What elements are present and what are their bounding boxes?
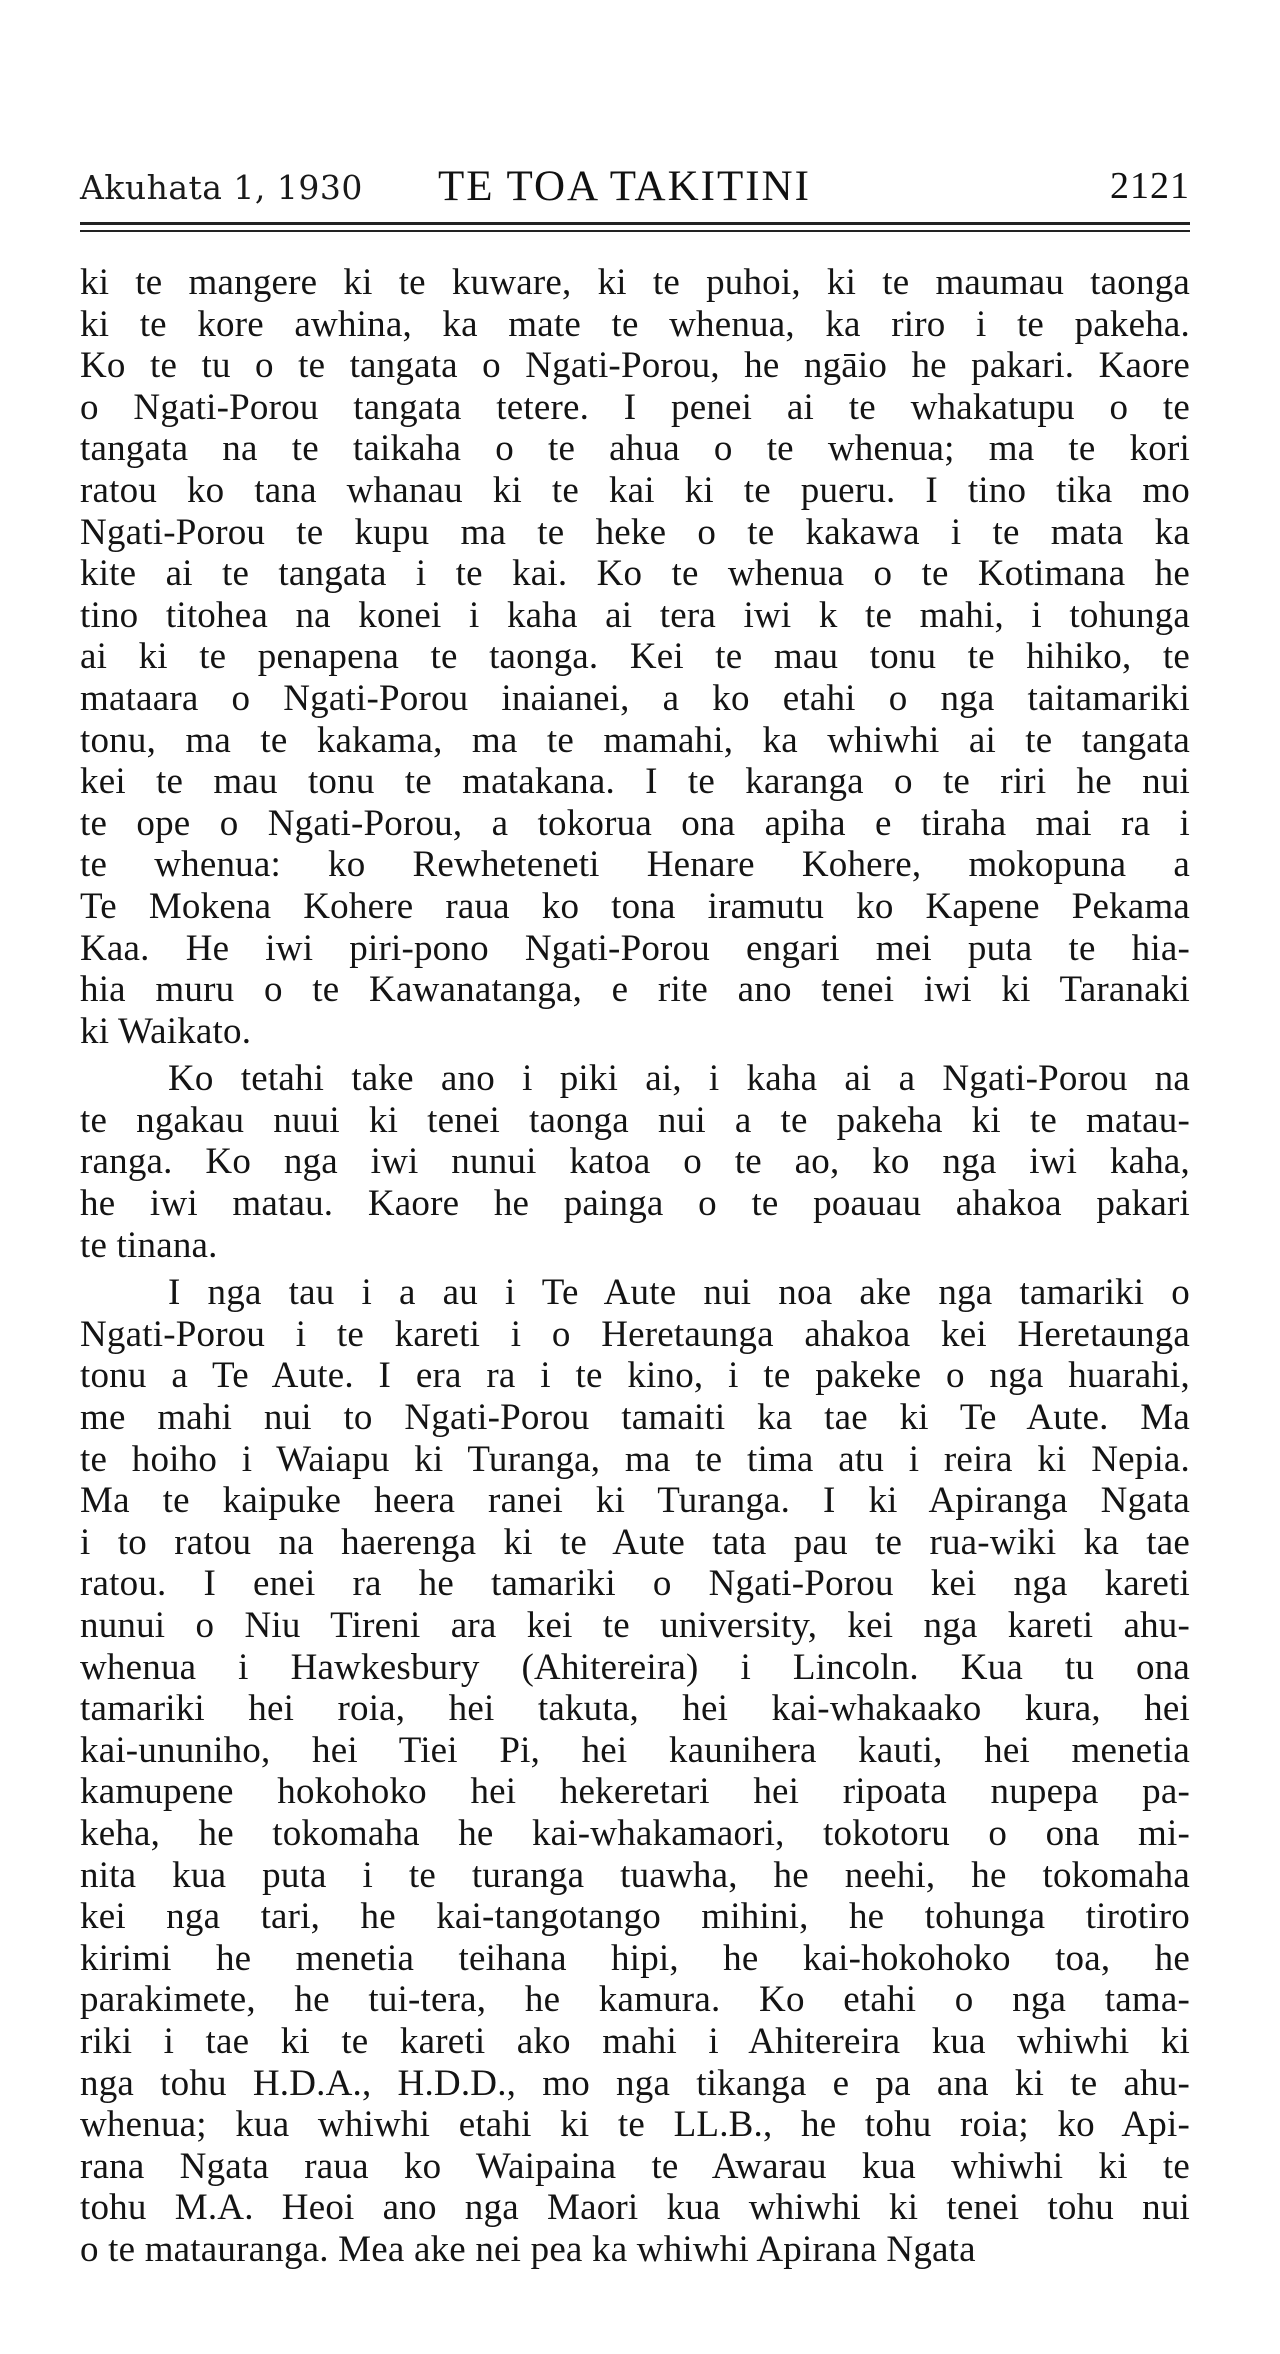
text-line: ki Waikato. bbox=[80, 1010, 252, 1052]
text-line: whenua; kua whiwhi etahi ki te LL.B., he tohu roia; ko Api- bbox=[80, 2104, 1190, 2146]
text-line: rana Ngata raua ko Waipaina te Awarau kua whiwhi ki te bbox=[80, 2145, 1190, 2187]
text-line: kai-ununiho, hei Tiei Pi, hei kaunihera kauti, hei menetia bbox=[80, 1729, 1190, 1771]
text-line: kirimi he menetia teihana hipi, he kai-hokohoko toa, he bbox=[80, 1937, 1190, 1979]
text-line: te tinana. bbox=[80, 1224, 218, 1266]
text-line: ki te kore awhina, ka mate te whenua, ka riro i te pakeha. bbox=[80, 303, 1190, 345]
paragraph bbox=[80, 1058, 1190, 1266]
text-line: ai ki te penapena te taonga. Kei te mau tonu te hihiko, te bbox=[80, 636, 1190, 678]
text-line: ranga. Ko nga iwi nunui katoa o te ao, ko nga iwi kaha, bbox=[80, 1141, 1190, 1183]
text-line: tangata na te taikaha o te ahua o te whenua; ma te kori bbox=[80, 428, 1190, 470]
text-line: Ngati-Porou i te kareti i o Heretaunga ahakoa kei Heretaunga bbox=[80, 1313, 1190, 1355]
text-line: Ko tetahi take ano i piki ai, i kaha ai a Ngati-Porou na bbox=[168, 1058, 1190, 1100]
page-number: 2121 bbox=[1110, 165, 1190, 207]
text-line: kamupene hokohoko hei hekeretari hei ripoata nupepa pa- bbox=[80, 1771, 1190, 1813]
text-line: kei te mau tonu te matakana. I te karanga o te riri he nui bbox=[80, 761, 1190, 803]
text-line: te hoiho i Waiapu ki Turanga, ma te tima atu i reira ki Nepia. bbox=[80, 1438, 1190, 1480]
text-line: me mahi nui to Ngati-Porou tamaiti ka tae ki Te Aute. Ma bbox=[80, 1397, 1190, 1439]
text-line: I nga tau i a au i Te Aute nui noa ake nga tamariki o bbox=[168, 1272, 1190, 1314]
text-line: ki te mangere ki te kuware, ki te puhoi, ki te maumau taonga bbox=[80, 262, 1190, 303]
text-line: tohu M.A. Heoi ano nga Maori kua whiwhi ki tenei tohu nui bbox=[80, 2187, 1190, 2229]
text-line: Kaa. He iwi piri-pono Ngati-Porou engari mei puta te hia- bbox=[80, 927, 1190, 969]
text-line: te ngakau nuui ki tenei taonga nui a te pakeha ki te matau- bbox=[80, 1099, 1190, 1141]
paragraph bbox=[80, 1272, 1190, 2270]
text-line: hia muru o te Kawanatanga, e rite ano tenei iwi ki Taranaki bbox=[80, 969, 1190, 1011]
text-line: whenua i Hawkesbury (Ahitereira) i Lincoln. Kua tu ona bbox=[80, 1646, 1190, 1688]
text-line: parakimete, he tui-tera, he kamura. Ko etahi o nga tama- bbox=[80, 1979, 1190, 2021]
text-line: tonu, ma te kakama, ma te mamahi, ka whiwhi ai te tangata bbox=[80, 719, 1190, 761]
text-line: tonu a Te Aute. I era ra i te kino, i te pakeke o nga huarahi, bbox=[80, 1355, 1190, 1397]
text-line: riki i tae ki te kareti ako mahi i Ahitereira kua whiwhi ki bbox=[80, 2020, 1190, 2062]
paragraph bbox=[80, 262, 1190, 1052]
text-line: Te Mokena Kohere raua ko tona iramutu ko Kapene Pekama bbox=[80, 885, 1190, 927]
text-line: o te matauranga. Mea ake nei pea ka whiwhi Apirana Ngata bbox=[80, 2228, 976, 2270]
text-line: te whenua: ko Rewheteneti Henare Kohere, mokopuna a bbox=[80, 844, 1190, 886]
header-rule-secondary bbox=[80, 230, 1190, 232]
text-line: tino titohea na konei i kaha ai tera iwi k te mahi, i tohunga bbox=[80, 594, 1190, 636]
issue-date: Akuhata 1, 1930 bbox=[80, 168, 363, 207]
publication-title: TE TOA TAKITINI bbox=[438, 163, 811, 210]
text-line: Ngati-Porou te kupu ma te heke o te kakawa i te mata ka bbox=[80, 511, 1190, 553]
article-body bbox=[80, 262, 1190, 2277]
header-rule bbox=[80, 222, 1190, 225]
page-header bbox=[80, 160, 1190, 216]
text-line: te ope o Ngati-Porou, a tokorua ona apiha e tiraha mai ra i bbox=[80, 802, 1190, 844]
text-line: kite ai te tangata i te kai. Ko te whenua o te Kotimana he bbox=[80, 553, 1190, 595]
text-line: he iwi matau. Kaore he painga o te poauau ahakoa pakari bbox=[80, 1183, 1190, 1225]
text-line: ratou. I enei ra he tamariki o Ngati-Porou kei nga kareti bbox=[80, 1563, 1190, 1605]
text-line: o Ngati-Porou tangata tetere. I penei ai te whakatupu o te bbox=[80, 386, 1190, 428]
text-line: Ko te tu o te tangata o Ngati-Porou, he ngāio he pakari. Kaore bbox=[80, 345, 1190, 387]
text-line: keha, he tokomaha he kai-whakamaori, tokotoru o ona mi- bbox=[80, 1812, 1190, 1854]
text-line: i to ratou na haerenga ki te Aute tata pau te rua-wiki ka tae bbox=[80, 1521, 1190, 1563]
text-line: nita kua puta i te turanga tuawha, he neehi, he tokomaha bbox=[80, 1854, 1190, 1896]
text-line: mataara o Ngati-Porou inaianei, a ko etahi o nga taitamariki bbox=[80, 677, 1190, 719]
text-line: Ma te kaipuke heera ranei ki Turanga. I ki Apiranga Ngata bbox=[80, 1480, 1190, 1522]
text-line: tamariki hei roia, hei takuta, hei kai-whakaako kura, hei bbox=[80, 1688, 1190, 1730]
text-line: nga tohu H.D.A., H.D.D., mo nga tikanga e pa ana ki te ahu- bbox=[80, 2062, 1190, 2104]
text-line: ratou ko tana whanau ki te kai ki te pueru. I tino tika mo bbox=[80, 469, 1190, 511]
text-line: kei nga tari, he kai-tangotango mihini, he tohunga tirotiro bbox=[80, 1896, 1190, 1938]
text-line: nunui o Niu Tireni ara kei te university, kei nga kareti ahu- bbox=[80, 1605, 1190, 1646]
